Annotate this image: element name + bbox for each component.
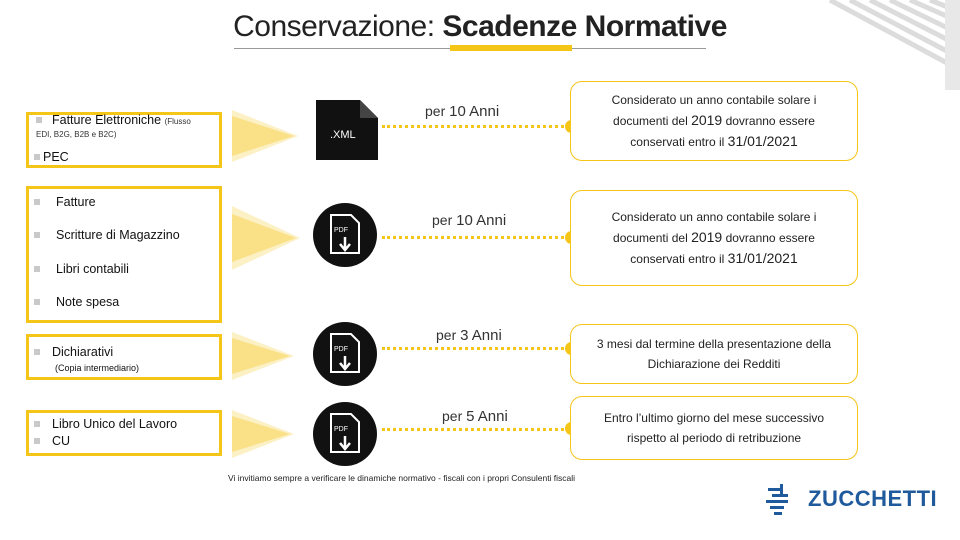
rule-line: Entro l’ultimo giorno del mese successivo: [603, 411, 825, 425]
period-value: 5 Anni: [466, 408, 508, 425]
rule-line: 3 mesi dal termine della presentazione della: [596, 337, 832, 351]
logo-text: ZUCCHETTI: [808, 486, 938, 511]
item-label: PEC: [43, 150, 69, 164]
list-item-continuation: [36, 130, 116, 139]
item-label: EDI, B2G, B2B e B2C): [36, 130, 117, 139]
rule-line: Considerato un anno contabile solare i: [611, 210, 817, 224]
pdf-file-icon: [313, 322, 377, 386]
list-item: [36, 113, 191, 127]
item-label: Fatture: [56, 195, 96, 209]
arrow-right-icon: [232, 332, 294, 380]
svg-text:PDF: PDF: [334, 426, 348, 433]
bullet-icon: [36, 117, 42, 123]
arrow-right-icon: [232, 410, 294, 458]
rule-line: conservati entro il 31/01/2021: [630, 250, 798, 266]
dotted-connector: [382, 428, 570, 431]
list-item: [34, 262, 129, 276]
title-underline: [450, 45, 572, 51]
bullet-icon: [34, 421, 40, 427]
period-value: 10 Anni: [456, 212, 507, 229]
rule-line: documenti del 2019 dovranno essere: [613, 229, 815, 245]
item-label: Dichiarativi: [52, 345, 114, 359]
list-item: [34, 345, 113, 359]
arrow-right-icon: [232, 110, 298, 162]
list-item: [34, 195, 96, 209]
xml-file-icon: [316, 100, 378, 160]
list-item: [34, 434, 70, 448]
period-prefix: per: [432, 212, 453, 228]
period-prefix: per: [436, 327, 457, 343]
title-bold: Scadenze Normative: [442, 10, 727, 43]
rule-line: documenti del 2019 dovranno essere: [613, 112, 815, 128]
dotted-connector: [382, 347, 570, 350]
bullet-icon: [34, 438, 40, 444]
bullet-icon: [34, 299, 40, 305]
bullet-icon: [34, 232, 40, 238]
rule-line: rispetto al periodo di retribuzione: [626, 431, 802, 445]
footer-note: Vi invitiamo sempre a verificare le dinamiche normativo - fiscali con i propri Consulenti fiscali: [228, 473, 576, 483]
dotted-connector: [382, 236, 570, 239]
period-prefix: per: [442, 408, 463, 424]
item-label: Fatture Elettroniche: [52, 113, 162, 127]
period-label: [436, 327, 502, 344]
period-label: [425, 103, 499, 120]
period-value: 10 Anni: [449, 103, 500, 120]
dotted-connector: [382, 125, 570, 128]
rule-box: [570, 81, 858, 161]
rule-line: Dichiarazione dei Redditi: [647, 357, 781, 371]
period-label: [432, 212, 506, 229]
rule-box: [570, 324, 858, 384]
bullet-icon: [34, 199, 40, 205]
period-label: [442, 408, 508, 425]
svg-text:PDF: PDF: [334, 227, 348, 234]
item-label: (Copia intermediario): [55, 363, 140, 373]
xml-label: .XML: [330, 129, 356, 141]
title-prefix: Conservazione:: [233, 10, 443, 43]
bullet-icon: [34, 266, 40, 272]
corner-stripes-decoration: [820, 0, 960, 90]
rule-line: conservati entro il 31/01/2021: [630, 133, 798, 149]
arrow-right-icon: [232, 206, 300, 270]
item-label: CU: [52, 434, 71, 448]
list-item: [34, 150, 69, 164]
period-prefix: per: [425, 103, 446, 119]
list-item: [34, 417, 177, 431]
svg-text:PDF: PDF: [334, 346, 348, 353]
rule-box: [570, 396, 858, 460]
item-label: Scritture di Magazzino: [56, 228, 180, 242]
rule-box: [570, 190, 858, 286]
page-title: [0, 10, 960, 44]
list-item: [34, 228, 180, 242]
item-label: Libri contabili: [56, 262, 129, 276]
period-value: 3 Anni: [460, 327, 502, 344]
bullet-icon: [34, 349, 40, 355]
item-label: Note spesa: [56, 295, 120, 309]
item-note: (Flusso: [164, 117, 191, 126]
list-item: [34, 295, 119, 309]
pdf-file-icon: [313, 402, 377, 466]
rule-line: Considerato un anno contabile solare i: [611, 93, 817, 107]
list-item-note: [55, 363, 139, 373]
pdf-file-icon: [313, 203, 377, 267]
item-label: Libro Unico del Lavoro: [52, 417, 178, 431]
bullet-icon: [34, 154, 40, 160]
